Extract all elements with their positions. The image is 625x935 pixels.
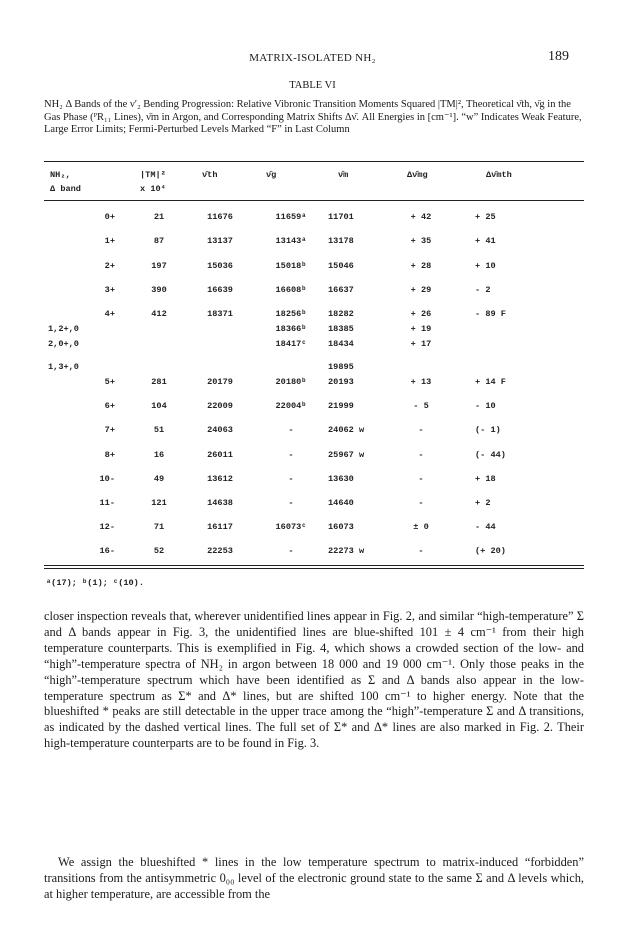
cell-shift-mth: - 10: [475, 401, 496, 411]
table-row: [0, 401, 625, 415]
cell-shift-mth: (- 1): [475, 425, 501, 435]
cell-shift-mg: + 13: [410, 377, 432, 387]
cell-shift-mth: + 2: [475, 498, 491, 508]
cell-gas-phase: 13143ᵃ: [275, 236, 307, 246]
cell-shift-mg: + 19: [410, 324, 432, 334]
cell-shift-mg: -: [418, 450, 424, 460]
cell-gas-phase: -: [288, 450, 294, 460]
cell-theoretical: 15036: [207, 261, 233, 271]
cell-matrix: 18434: [328, 339, 354, 349]
cell-theoretical: 13137: [207, 236, 233, 246]
cell-shift-mth: + 25: [475, 212, 496, 222]
cell-matrix: 13630: [328, 474, 354, 484]
cell-gas-phase: 18417ᶜ: [275, 339, 307, 349]
cell-gas-phase: 15018ᵇ: [275, 261, 307, 271]
running-title: MATRIX-ISOLATED NH₂: [249, 52, 376, 64]
table-row: [0, 212, 625, 226]
table-label: TABLE VI: [289, 80, 336, 91]
table-footnote: ᵃ(17); ᵇ(1); ᶜ(10).: [46, 578, 144, 588]
cell-matrix: 13178: [328, 236, 354, 246]
cell-band: 4+: [104, 309, 115, 319]
cell-matrix: 11701: [328, 212, 354, 222]
cell-shift-mg: + 17: [410, 339, 432, 349]
cell-shift-mg: -: [418, 498, 424, 508]
cell-gas-phase: -: [288, 546, 294, 556]
cell-gas-phase: 16608ᵇ: [275, 285, 307, 295]
cell-shift-mg: + 26: [410, 309, 432, 319]
cell-tm-squared: 71: [153, 522, 165, 532]
cell-gas-phase: -: [288, 498, 294, 508]
cell-theoretical: 16117: [207, 522, 233, 532]
table-header-rule: [44, 200, 584, 201]
table-bottom-rule-1: [44, 565, 584, 566]
cell-matrix: 16637: [328, 285, 354, 295]
cell-shift-mth: + 18: [475, 474, 496, 484]
cell-tm-squared: 412: [151, 309, 167, 319]
table-row: [0, 362, 625, 376]
table-top-rule: [44, 161, 584, 162]
cell-theoretical: 14638: [207, 498, 233, 508]
cell-tm-squared: 21: [153, 212, 165, 222]
table-row: [0, 498, 625, 512]
cell-gas-phase: 20180ᵇ: [275, 377, 307, 387]
cell-shift-mth: - 44: [475, 522, 496, 532]
cell-matrix: 18385: [328, 324, 354, 334]
cell-band: 1,2+,0: [48, 324, 79, 334]
table-row: [0, 324, 625, 338]
cell-band: 0+: [104, 212, 115, 222]
cell-shift-mg: - 5: [413, 401, 429, 411]
header-matrix: ν̄m: [338, 170, 349, 180]
table-row: [0, 522, 625, 536]
cell-gas-phase: 16073ᶜ: [275, 522, 307, 532]
cell-shift-mg: -: [418, 425, 424, 435]
cell-shift-mth: (+ 20): [475, 546, 506, 556]
cell-tm-squared: 197: [151, 261, 167, 271]
cell-matrix: 16073: [328, 522, 354, 532]
cell-band: 12-: [99, 522, 115, 532]
cell-tm-squared: 104: [151, 401, 167, 411]
cell-theoretical: 22253: [207, 546, 233, 556]
table-row: [0, 285, 625, 299]
cell-tm-squared: 390: [151, 285, 167, 295]
header-gas: ν̄g: [266, 170, 277, 180]
page-number: 189: [548, 49, 569, 64]
cell-matrix: 14640: [328, 498, 354, 508]
cell-theoretical: 24063: [207, 425, 233, 435]
header-shift-mth: Δν̄mth: [486, 170, 512, 180]
table-row: [0, 377, 625, 391]
cell-matrix: 21999: [328, 401, 354, 411]
table-row: [0, 450, 625, 464]
cell-tm-squared: 281: [151, 377, 167, 387]
cell-shift-mg: -: [418, 546, 424, 556]
cell-shift-mth: (- 44): [475, 450, 506, 460]
header-shift-mg: Δν̄mg: [407, 170, 428, 180]
cell-band: 6+: [104, 401, 115, 411]
cell-shift-mg: + 35: [410, 236, 432, 246]
header-tm-line2: x 10⁴: [140, 184, 166, 194]
cell-band: 1,3+,0: [48, 362, 79, 372]
cell-shift-mg: + 29: [410, 285, 432, 295]
cell-shift-mth: - 89 F: [475, 309, 506, 319]
cell-matrix: 22273 w: [328, 546, 365, 556]
header-theoretical: ν̄th: [202, 170, 218, 180]
cell-band: 7+: [104, 425, 115, 435]
cell-shift-mg: + 28: [410, 261, 432, 271]
cell-band: 11-: [99, 498, 115, 508]
cell-band: 16-: [99, 546, 115, 556]
table-bottom-rule-2: [44, 568, 584, 569]
cell-shift-mth: + 10: [475, 261, 496, 271]
cell-band: 2,0+,0: [48, 339, 79, 349]
cell-tm-squared: 49: [153, 474, 165, 484]
cell-matrix: 15046: [328, 261, 354, 271]
table-row: [0, 474, 625, 488]
cell-tm-squared: 121: [151, 498, 167, 508]
cell-band: 8+: [104, 450, 115, 460]
header-tm-line1: |TM|²: [140, 170, 166, 180]
cell-band: 2+: [104, 261, 115, 271]
cell-gas-phase: 18366ᵇ: [275, 324, 307, 334]
cell-shift-mth: + 41: [475, 236, 496, 246]
cell-theoretical: 16639: [207, 285, 233, 295]
cell-shift-mg: -: [418, 474, 424, 484]
cell-tm-squared: 16: [153, 450, 165, 460]
cell-theoretical: 22009: [207, 401, 233, 411]
cell-gas-phase: -: [288, 425, 294, 435]
body-paragraph-2: We assign the blueshifted * lines in the low temperature spectrum to matrix-induced “forbidden” transitions from the antisymmetric 0₀₀ level of the electronic ground state to the same Σ and Δ levels which, at higher temperature, are accessible from the: [44, 855, 584, 901]
table-row: [0, 425, 625, 439]
cell-matrix: 18282: [328, 309, 354, 319]
header-band-line1: NH₂,: [50, 170, 71, 180]
cell-gas-phase: 18256ᵇ: [275, 309, 307, 319]
cell-shift-mg: + 42: [410, 212, 432, 222]
header-band-line2: Δ band: [50, 184, 81, 194]
cell-gas-phase: -: [288, 474, 294, 484]
cell-matrix: 20193: [328, 377, 354, 387]
cell-band: 10-: [99, 474, 115, 484]
cell-theoretical: 26011: [207, 450, 233, 460]
cell-shift-mg: ± 0: [413, 522, 429, 532]
cell-theoretical: 18371: [207, 309, 233, 319]
table-row: [0, 261, 625, 275]
body-paragraph-1: closer inspection reveals that, wherever unidentified lines appear in Fig. 2, and similar “high-temperature” Σ and Δ bands appear in Fig. 3, the unidentified lines are blue-shifted 101 ± 4 cm⁻¹ from their high temperature counterparts. This is exemplified in Fig. 4, which shows a crowded section of the low- and “high”-temperature spectra of NH₂ in argon between 18 000 and 19 000 cm⁻¹. Only those peaks in the “high”-temperature spectrum which have been identified as Σ and Δ bands also appear in the low-temperature spectrum as Σ* and Δ* lines, but are shifted 100 cm⁻¹ to higher energy. Note that the blueshifted * peaks are still detectable in the upper trace among the “high”-temperature Σ and Δ transitions, as indicated by the dashed vertical lines. The full set of Σ* and Δ* lines are also marked in Fig. 2. Their high-temperature counterparts are to be found in Fig. 3.: [44, 609, 584, 751]
table-row: [0, 309, 625, 323]
table-row: [0, 339, 625, 353]
cell-shift-mth: - 2: [475, 285, 491, 295]
cell-tm-squared: 87: [153, 236, 165, 246]
table-caption: NH₂ Δ Bands of the ν′₂ Bending Progression: Relative Vibronic Transition Moments Squared |TM|², Theoretical ν̄th, ν̄g in the Gas Phase (ᴾR₁₁ Lines), ν̄m in Argon, and Corresponding Matrix Shifts Δν̄. All Energies in [cm⁻¹]. “w” Indicates Weak Feature, Large Error Limits; Fermi-Perturbed Levels Marked “F” in Last Column: [44, 99, 582, 135]
table-row: [0, 546, 625, 560]
cell-theoretical: 13612: [207, 474, 233, 484]
cell-band: 5+: [104, 377, 115, 387]
cell-band: 3+: [104, 285, 115, 295]
cell-theoretical: 11676: [207, 212, 233, 222]
cell-gas-phase: 22004ᵇ: [275, 401, 307, 411]
cell-theoretical: 20179: [207, 377, 233, 387]
table-row: [0, 236, 625, 250]
cell-gas-phase: 11659ᵃ: [275, 212, 307, 222]
cell-matrix: 19895: [328, 362, 354, 372]
cell-band: 1+: [104, 236, 115, 246]
cell-tm-squared: 52: [153, 546, 165, 556]
cell-matrix: 25967 w: [328, 450, 365, 460]
cell-shift-mth: + 14 F: [475, 377, 506, 387]
cell-tm-squared: 51: [153, 425, 165, 435]
cell-matrix: 24062 w: [328, 425, 365, 435]
